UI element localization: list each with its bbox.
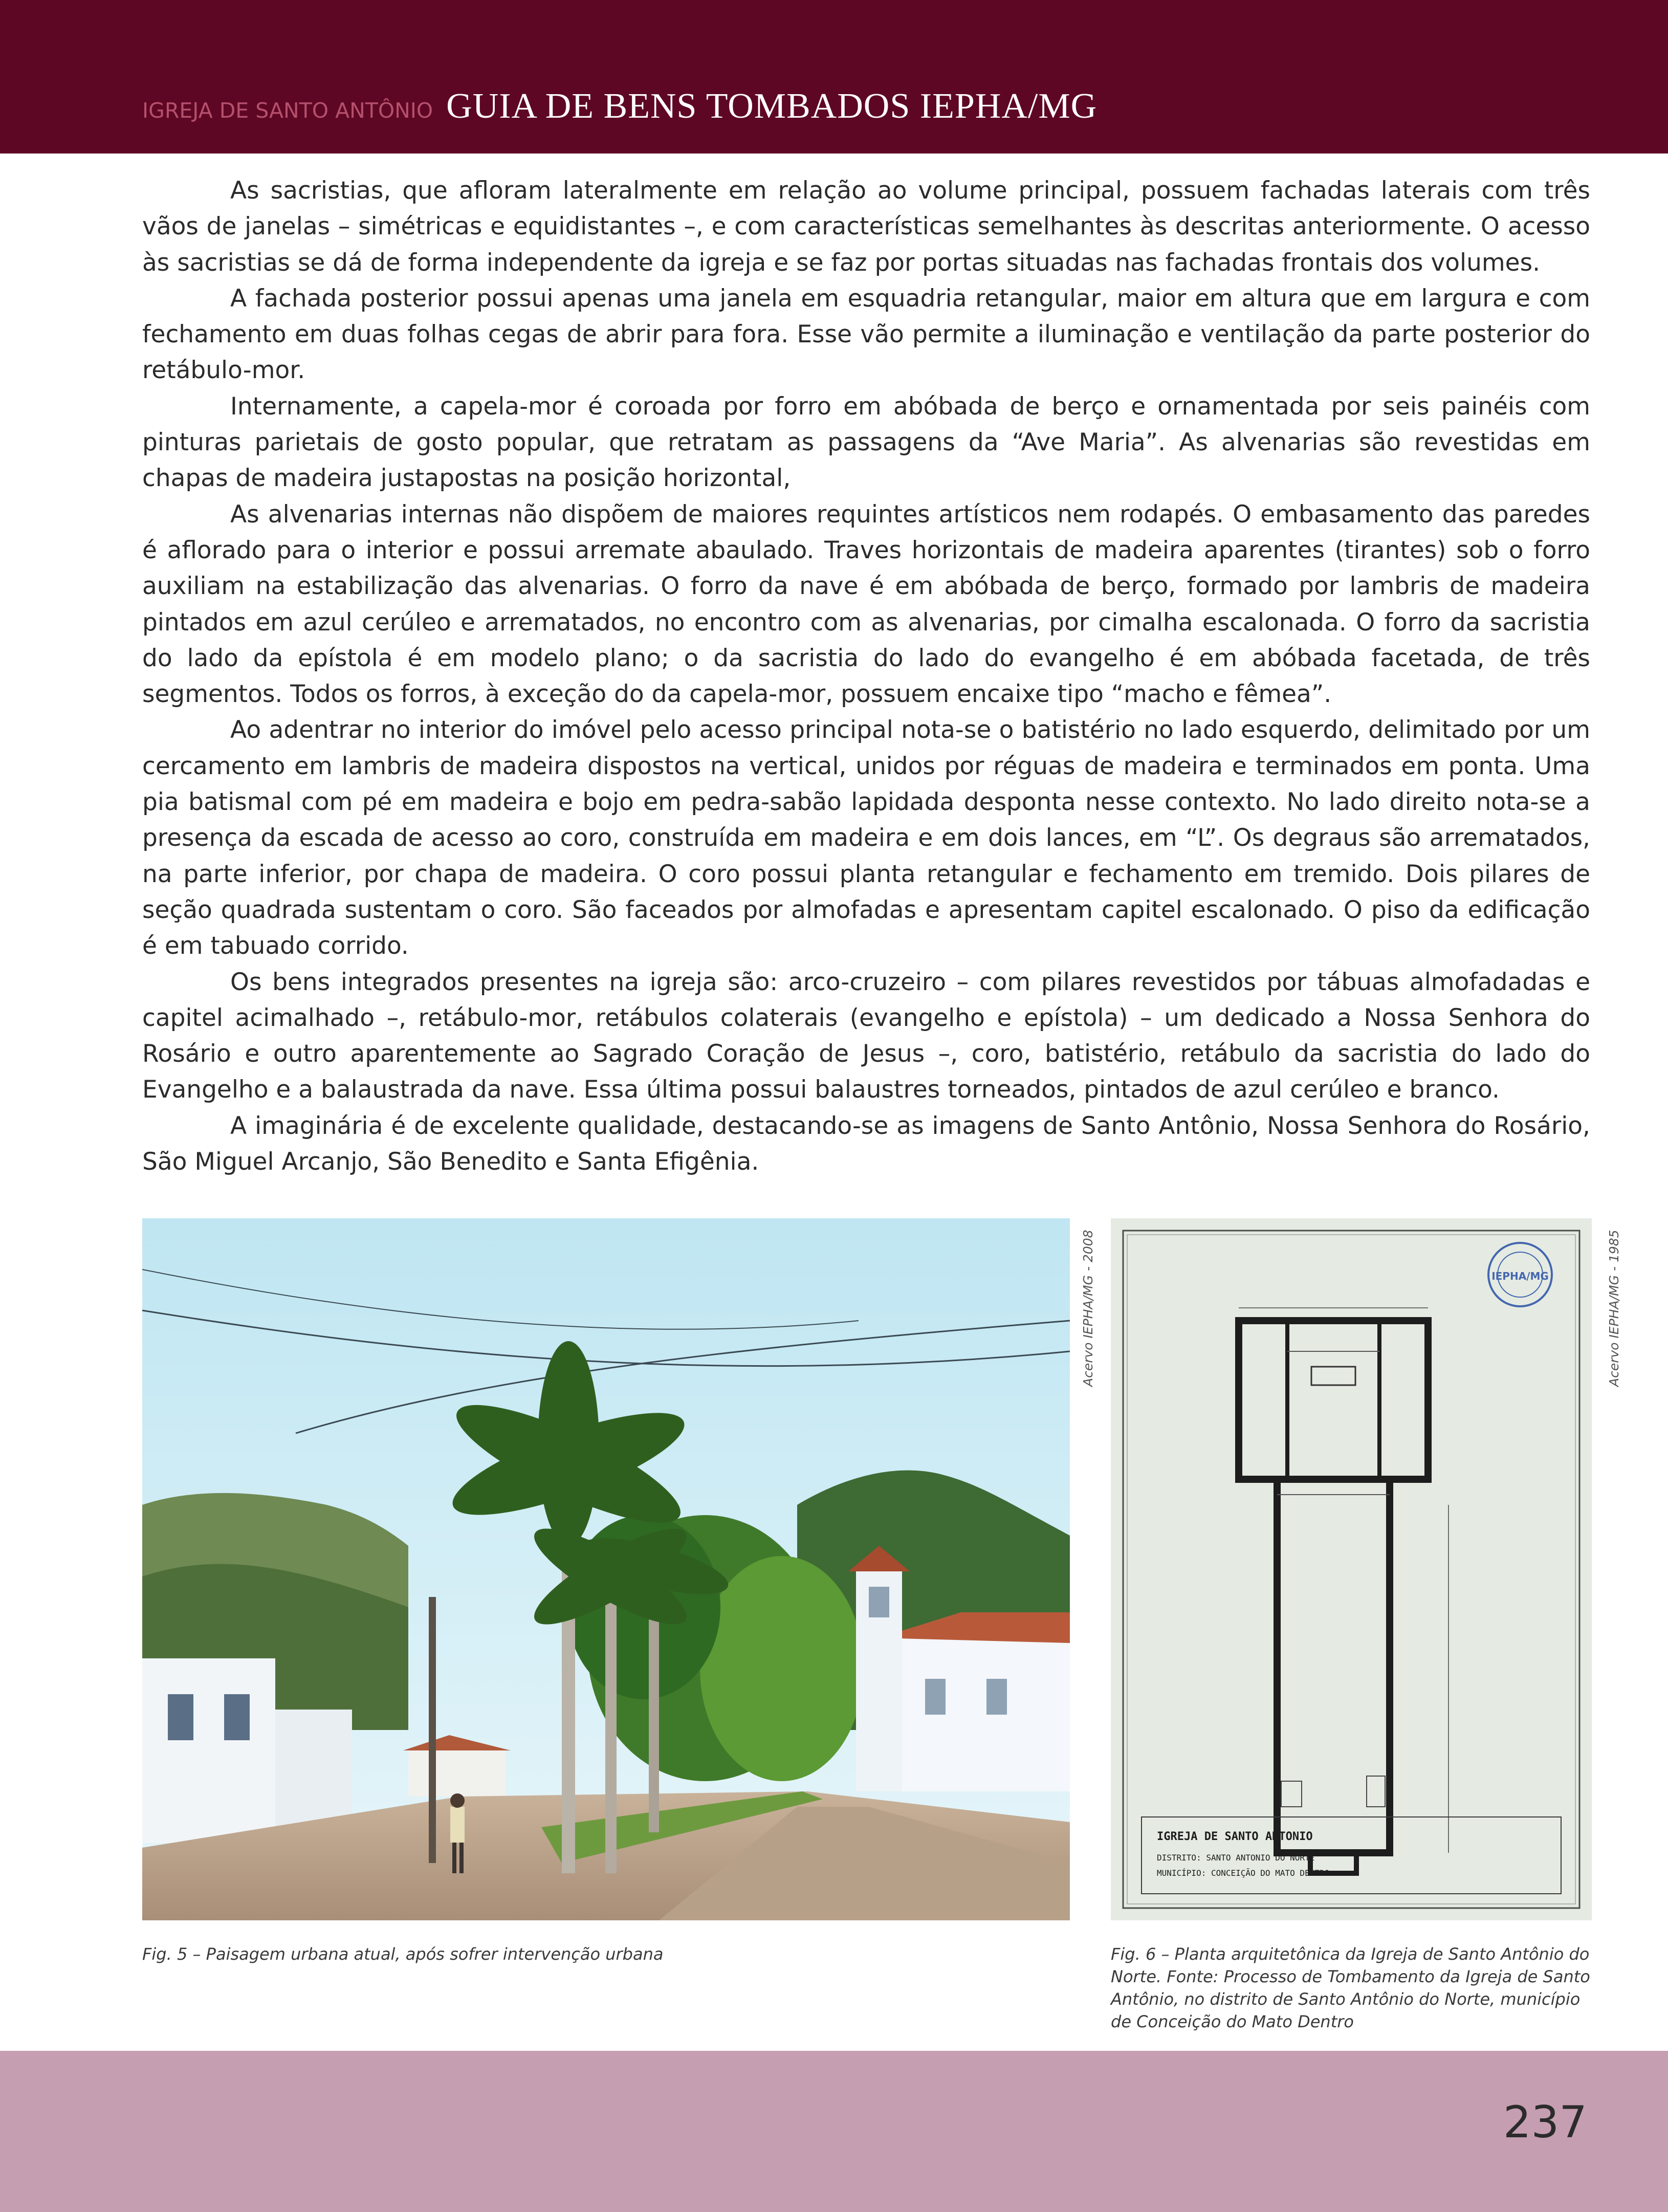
paragraph: Ao adentrar no interior do imóvel pelo acesso principal nota-se o batistério no lado esquerdo, delimitado por um cercamento em lambris de madeira dispostos na vertical, unidos por réguas de madeira e terminados em ponta. Uma pia batismal com pé em madeira e bojo em pedra-sabão lapidada desponta nesse contexto. No lado direito nota-se a presença da escada de acesso ao coro, construída em madeira e em dois lances, em “L”. Os degraus são arrematados, na parte inferior, por chapa de madeira. O coro possui planta retangular e fechamento em tremido. Dois pilares de seção quadrada sustentam o coro. São faceados por almofadas e apresentam capitel escalonado. O piso da edificação é em tabuado corrido. bbox=[142, 716, 1590, 960]
chapter-title: IGREJA DE SANTO ANTÔNIO bbox=[142, 98, 433, 123]
plan-credit: Acervo IEPHA/MG - 1985 bbox=[1607, 1230, 1621, 1387]
guide-title: GUIA DE BENS TOMBADOS IEPHA/MG bbox=[446, 86, 1098, 126]
body-text bbox=[142, 173, 1590, 1180]
street-photo bbox=[142, 1218, 1070, 1920]
floor-plan-figure bbox=[1111, 1218, 1592, 1920]
plan-title: IGREJA DE SANTO ANTONIO bbox=[1157, 1830, 1313, 1843]
footer-band bbox=[0, 2051, 1668, 2212]
plan-district: DISTRITO: SANTO ANTONIO DO NORTE bbox=[1157, 1853, 1315, 1863]
paragraph: Os bens integrados presentes na igreja são: arco-cruzeiro – com pilares revestidos por tábuas almofadadas e capitel acimalhado –, retábulo-mor, retábulos colaterais (evangelho e epístola) – um dedicado a Nossa Senhora do Rosário e outro aparentemente ao Sagrado Coração de Jesus –, coro, batistério, retábulo da sacristia do lado do Evangelho e a balaustrada da nave. Essa última possui balaustres torneados, pintados de azul cerúleo e branco. bbox=[142, 968, 1590, 1104]
paragraph: As alvenarias internas não dispõem de maiores requintes artísticos nem rodapés. O embasamento das paredes é aflorado para o interior e possui arremate abaulado. Traves horizontais de madeira aparentes (tirantes) sob o forro auxiliam na estabilização das alvenarias. O forro da nave é em abóbada de berço, formado por lambris de madeira pintados em azul cerúleo e arrematados, no encontro com as alvenarias, por cimalha escalonada. O forro da sacristia do lado da epístola é em modelo plano; o da sacristia do lado do evangelho é em abóbada facetada, de três segmentos. Todos os forros, à exceção do da capela-mor, possuem encaixe tipo “macho e fêmea”. bbox=[142, 500, 1590, 709]
photo-credit: Acervo IEPHA/MG - 2008 bbox=[1081, 1230, 1095, 1387]
page-number: 237 bbox=[1503, 2097, 1587, 2148]
paragraph: Internamente, a capela-mor é coroada por forro em abóbada de berço e ornamentada por seis painéis com pinturas parietais de gosto popular, que retratam as passagens da “Ave Maria”. As alvenarias são revestidas em chapas de madeira justapostas na posição horizontal, bbox=[142, 392, 1590, 493]
plan-municipality: MUNICÍPIO: CONCEIÇÃO DO MATO DENTRO bbox=[1157, 1868, 1330, 1878]
running-head bbox=[142, 86, 1097, 127]
paragraph: As sacristias, que afloram lateralmente em relação ao volume principal, possuem fachadas laterais com três vãos de janelas – simétricas e equidistantes –, e com características semelhantes às descritas anteriormente. O acesso às sacristias se dá de forma independente da igreja e se faz por portas situadas nas fachadas frontais dos volumes. bbox=[142, 177, 1590, 277]
paragraph: A fachada posterior possui apenas uma janela em esquadria retangular, maior em altura que em largura e com fechamento em duas folhas cegas de abrir para fora. Esse vão permite a iluminação e ventilação da parte posterior do retábulo-mor. bbox=[142, 284, 1590, 385]
stamp-text: IEPHA/MG bbox=[1491, 1270, 1549, 1282]
figure-6-caption: Fig. 6 – Planta arquitetônica da Igreja de Santo Antônio do Norte. Fonte: Processo de Tombamento da Igreja de Santo Antônio, no distrito de Santo Antônio do Norte, município de Conceição do Mato Dentro bbox=[1111, 1944, 1590, 2031]
header-band bbox=[0, 0, 1668, 154]
paragraph: A imaginária é de excelente qualidade, destacando-se as imagens de Santo Antônio, Nossa Senhora do Rosário, São Miguel Arcanjo, São Benedito e Santa Efigênia. bbox=[142, 1111, 1590, 1176]
figure-5-caption: Fig. 5 – Paisagem urbana atual, após sofrer intervenção urbana bbox=[142, 1944, 664, 1964]
